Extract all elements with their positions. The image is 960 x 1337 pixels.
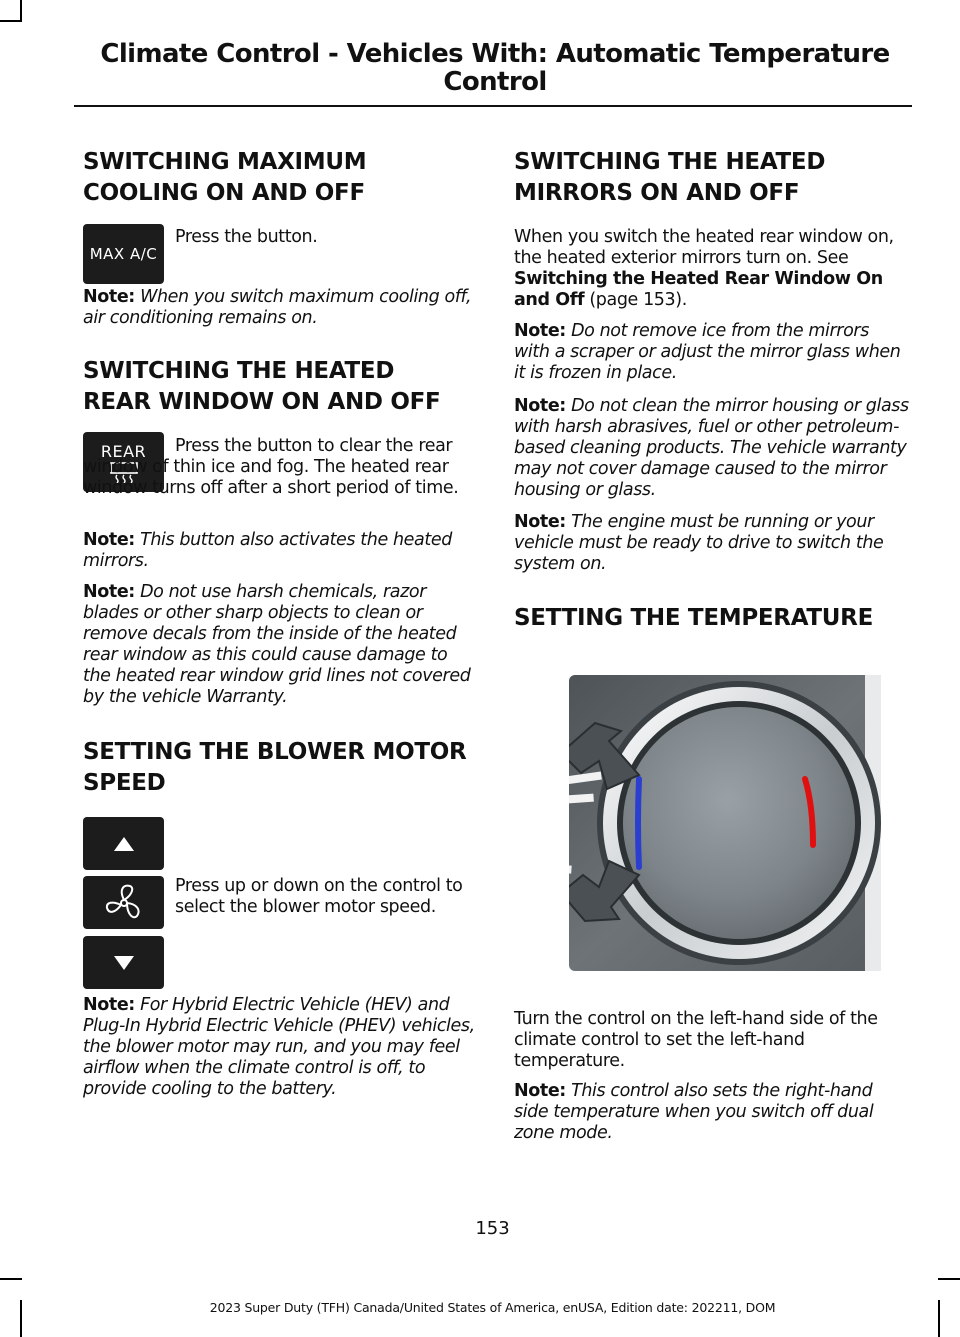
heading-heated-rear-window: SWITCHING THE HEATED REAR WINDOW ON AND OFF: [83, 358, 441, 415]
max-cooling-instruction: Press the button.: [175, 227, 318, 247]
page-header-title: [70, 40, 920, 96]
crop-mark: [20, 0, 22, 22]
header-title-line1: Climate Control - Vehicles With: Automatic Temperature: [100, 39, 890, 69]
crop-mark: [938, 1278, 960, 1280]
rear-window-instruction: Press the button to clear the rear window of thin ice and fog. The heated rear window turns off after a short period of time.: [83, 436, 459, 498]
temperature-instruction: Turn the control on the left-hand side of the climate control to set the left-hand temperature.: [514, 1009, 878, 1071]
arrow-down-icon: [112, 954, 136, 972]
heading-max-cooling: SWITCHING MAXIMUM COOLING ON AND OFF: [83, 149, 367, 206]
crop-mark: [0, 1278, 22, 1280]
blower-note: Note: For Hybrid Electric Vehicle (HEV) and Plug-In Hybrid Electric Vehicle (PHEV) vehicles, the blower motor may run, and you may feel airflow when the climate control is off, to provide cooling to the battery.: [83, 995, 475, 1099]
heading-temperature: SETTING THE TEMPERATURE: [514, 605, 874, 631]
rear-defrost-button-icon: REAR: [83, 432, 164, 492]
temperature-note: Note: This control also sets the right-hand side temperature when you switch off dual zone mode.: [514, 1081, 874, 1143]
heading-blower-motor: SETTING THE BLOWER MOTOR SPEED: [83, 739, 467, 796]
max-cooling-note: Note: When you switch maximum cooling off, air conditioning remains on.: [83, 287, 472, 328]
rear-window-note-2: Note: Do not use harsh chemicals, razor blades or other sharp objects to clean or remove decals from the inside of the heated rear window as this could cause damage to the heated rear window grid lines not covered by the vehicle Warranty.: [83, 582, 471, 707]
temperature-dial-illustration: [569, 675, 881, 971]
arrow-up-icon: [112, 835, 136, 853]
footer-edition-info: 2023 Super Duty (TFH) Canada/United States of America, enUSA, Edition date: 202211, DOM: [209, 1300, 776, 1315]
fan-icon: [101, 880, 147, 926]
header-divider: [74, 105, 912, 107]
header-title-line2: Control: [443, 67, 547, 97]
mirrors-note-1: Note: Do not remove ice from the mirrors with a scraper or adjust the mirror glass when it is frozen in place.: [514, 321, 901, 383]
max-ac-button-icon: MAX A/C: [83, 224, 164, 284]
blower-fan-icon-box: [83, 876, 164, 929]
crop-mark: [0, 20, 22, 22]
rear-window-note-1: Note: This button also activates the heated mirrors.: [83, 530, 452, 571]
blower-down-button-icon: [83, 936, 164, 989]
temperature-dial-icon: [569, 675, 881, 971]
blower-instruction: Press up or down on the control to select the blower motor speed.: [175, 876, 463, 917]
blower-up-button-icon: [83, 817, 164, 870]
mirrors-note-3: Note: The engine must be running or your vehicle must be ready to drive to switch the system on.: [514, 512, 884, 574]
mirrors-intro: When you switch the heated rear window on, the heated exterior mirrors turn on. See Switching the Heated Rear Window On and Off (page 153).: [514, 227, 894, 310]
heading-heated-mirrors: SWITCHING THE HEATED MIRRORS ON AND OFF: [514, 149, 826, 206]
mirrors-note-2: Note: Do not clean the mirror housing or glass with harsh abrasives, fuel or other petroleum-based cleaning products. The vehicle warranty may not cover damage caused to the mirror housing or glass.: [514, 396, 909, 500]
cross-reference-link[interactable]: Switching the Heated Rear Window On and Off: [514, 269, 883, 310]
page-number: 153: [475, 1218, 510, 1239]
